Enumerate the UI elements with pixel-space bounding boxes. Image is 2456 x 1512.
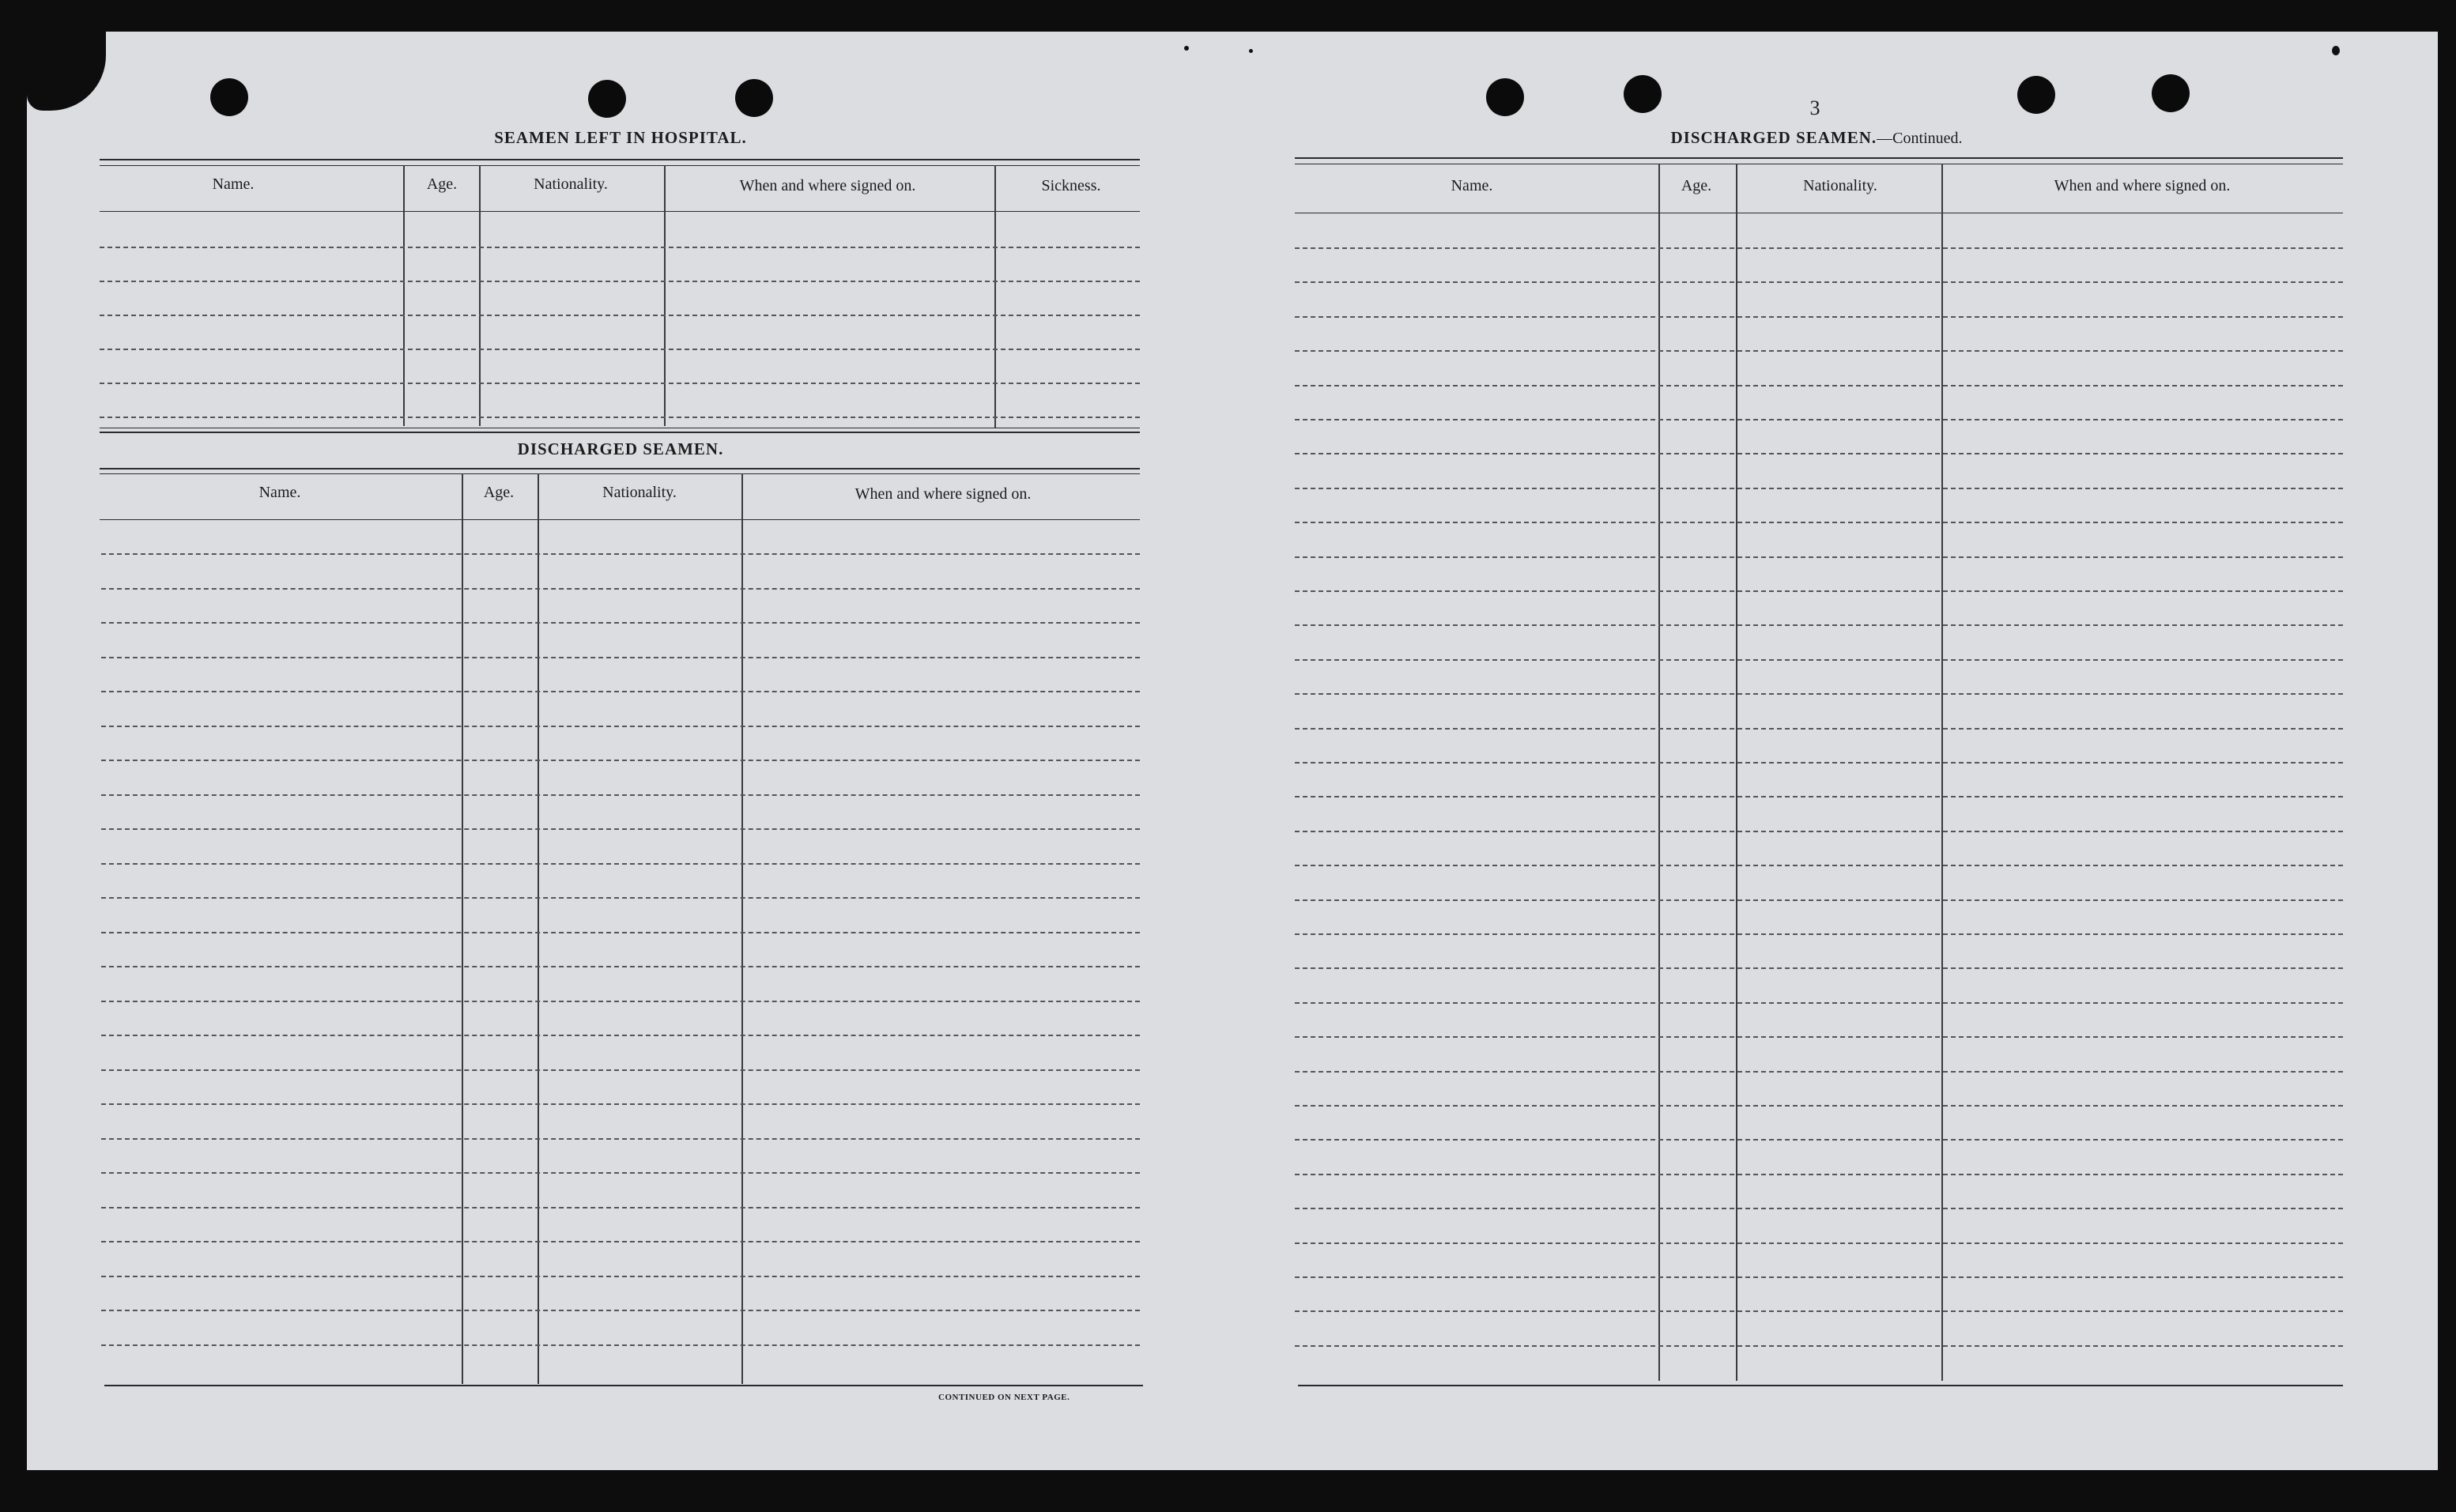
discharged-divider — [741, 473, 743, 1384]
blank-entry-line — [101, 1138, 1140, 1140]
blank-entry-line — [101, 1310, 1140, 1311]
blank-entry-line — [101, 1241, 1140, 1242]
right-divider — [1941, 164, 1943, 1381]
continued-title-suffix: —Continued. — [1877, 130, 1963, 147]
blank-entry-line — [101, 1103, 1140, 1105]
discharged-col-age: Age. — [483, 484, 515, 501]
blank-entry-line — [100, 383, 1140, 384]
blank-entry-line — [1295, 899, 2343, 901]
discharged-bottom-rule — [104, 1385, 1143, 1386]
blank-entry-line — [100, 349, 1140, 350]
hospital-col-signed-on: When and where signed on. — [739, 177, 916, 194]
speck — [1249, 49, 1253, 53]
hospital-divider — [994, 165, 996, 428]
right-divider — [1658, 164, 1660, 1381]
discharged-col-name: Name. — [258, 484, 301, 501]
right-col-age: Age. — [1681, 177, 1712, 194]
discharged-top-rule-2 — [100, 473, 1140, 474]
blank-entry-line — [1295, 1276, 2343, 1278]
blank-entry-line — [1295, 385, 2343, 386]
discharged-section-title: DISCHARGED SEAMEN. — [517, 439, 724, 458]
discharged-col-nationality: Nationality. — [602, 484, 677, 501]
blank-entry-line — [100, 247, 1140, 248]
continued-title-main: DISCHARGED SEAMEN. — [1670, 128, 1877, 147]
blank-entry-line — [1295, 556, 2343, 558]
right-col-signed-on: When and where signed on. — [2054, 177, 2231, 194]
blank-entry-line — [101, 691, 1140, 692]
punch-hole-2 — [588, 80, 626, 118]
discharged-divider — [462, 473, 463, 1384]
blank-entry-line — [1295, 796, 2343, 797]
blank-entry-line — [101, 828, 1140, 830]
blank-entry-line — [100, 315, 1140, 316]
blank-entry-line — [101, 932, 1140, 933]
punch-hole-4 — [1486, 78, 1524, 116]
blank-entry-line — [100, 417, 1140, 418]
continued-note: CONTINUED ON NEXT PAGE. — [938, 1393, 1070, 1402]
blank-entry-line — [1295, 831, 2343, 832]
blank-entry-line — [1295, 316, 2343, 318]
blank-entry-line — [101, 1069, 1140, 1071]
punch-hole-3 — [735, 79, 773, 117]
hospital-header-rule — [100, 211, 1140, 212]
blank-entry-line — [1295, 1139, 2343, 1141]
blank-entry-line — [101, 863, 1140, 865]
discharged-top-rule — [100, 468, 1140, 469]
blank-entry-line — [100, 281, 1140, 282]
right-bottom-rule — [1298, 1385, 2343, 1386]
hospital-top-rule — [100, 159, 1140, 160]
speck — [2332, 46, 2340, 55]
blank-entry-line — [1295, 488, 2343, 489]
punch-hole-6 — [2017, 76, 2055, 114]
discharged-header-rule — [100, 519, 1140, 520]
blank-entry-line — [101, 897, 1140, 899]
blank-entry-line — [1295, 1105, 2343, 1107]
blank-entry-line — [1295, 1174, 2343, 1175]
blank-entry-line — [101, 1207, 1140, 1208]
blank-entry-line — [1295, 624, 2343, 626]
blank-entry-line — [1295, 1345, 2343, 1347]
hospital-top-rule-2 — [100, 165, 1140, 166]
blank-entry-line — [101, 966, 1140, 967]
blank-entry-line — [1295, 1310, 2343, 1312]
discharged-col-signed-on: When and where signed on. — [855, 485, 1032, 503]
right-col-name: Name. — [1451, 177, 1493, 194]
blank-entry-line — [1295, 1002, 2343, 1004]
blank-entry-line — [101, 622, 1140, 624]
hospital-col-name: Name. — [212, 175, 255, 193]
blank-entry-line — [1295, 350, 2343, 352]
blank-entry-line — [101, 657, 1140, 658]
discharged-divider — [538, 473, 539, 1384]
blank-entry-line — [1295, 659, 2343, 661]
blank-entry-line — [1295, 728, 2343, 730]
hospital-col-age: Age. — [426, 175, 458, 193]
blank-entry-line — [1295, 1208, 2343, 1209]
hospital-bottom-rule-2 — [100, 432, 1140, 433]
blank-entry-line — [1295, 933, 2343, 935]
blank-entry-line — [101, 794, 1140, 796]
hospital-divider — [479, 165, 481, 426]
blank-entry-line — [101, 588, 1140, 590]
blank-entry-line — [101, 1344, 1140, 1346]
blank-entry-line — [101, 553, 1140, 555]
hospital-divider — [664, 165, 666, 426]
blank-entry-line — [101, 760, 1140, 761]
right-top-rule — [1295, 157, 2343, 159]
blank-entry-line — [1295, 281, 2343, 283]
blank-entry-line — [101, 726, 1140, 727]
blank-entry-line — [1295, 693, 2343, 695]
punch-hole-1 — [210, 78, 248, 116]
blank-entry-line — [1295, 1242, 2343, 1244]
right-col-nationality: Nationality. — [1803, 177, 1877, 194]
hospital-section-title: SEAMEN LEFT IN HOSPITAL. — [494, 128, 747, 147]
hospital-divider — [403, 165, 405, 426]
speck — [1184, 46, 1189, 51]
blank-entry-line — [1295, 1071, 2343, 1073]
blank-entry-line — [1295, 590, 2343, 592]
blank-entry-line — [1295, 522, 2343, 523]
hospital-col-sickness: Sickness. — [1041, 177, 1101, 194]
right-divider — [1736, 164, 1737, 1381]
blank-entry-line — [101, 1172, 1140, 1174]
blank-entry-line — [1295, 967, 2343, 969]
blank-entry-line — [1295, 865, 2343, 866]
blank-entry-line — [1295, 762, 2343, 764]
continued-section-title — [1670, 128, 1962, 148]
blank-entry-line — [1295, 419, 2343, 420]
blank-entry-line — [101, 1276, 1140, 1277]
punch-hole-5 — [1624, 75, 1662, 113]
blank-entry-line — [101, 1001, 1140, 1002]
punch-hole-7 — [2152, 74, 2190, 112]
blank-entry-line — [1295, 247, 2343, 249]
page-number: 3 — [1809, 96, 1820, 119]
hospital-col-nationality: Nationality. — [534, 175, 608, 193]
blank-entry-line — [1295, 1036, 2343, 1038]
blank-entry-line — [101, 1035, 1140, 1036]
blank-entry-line — [1295, 453, 2343, 454]
